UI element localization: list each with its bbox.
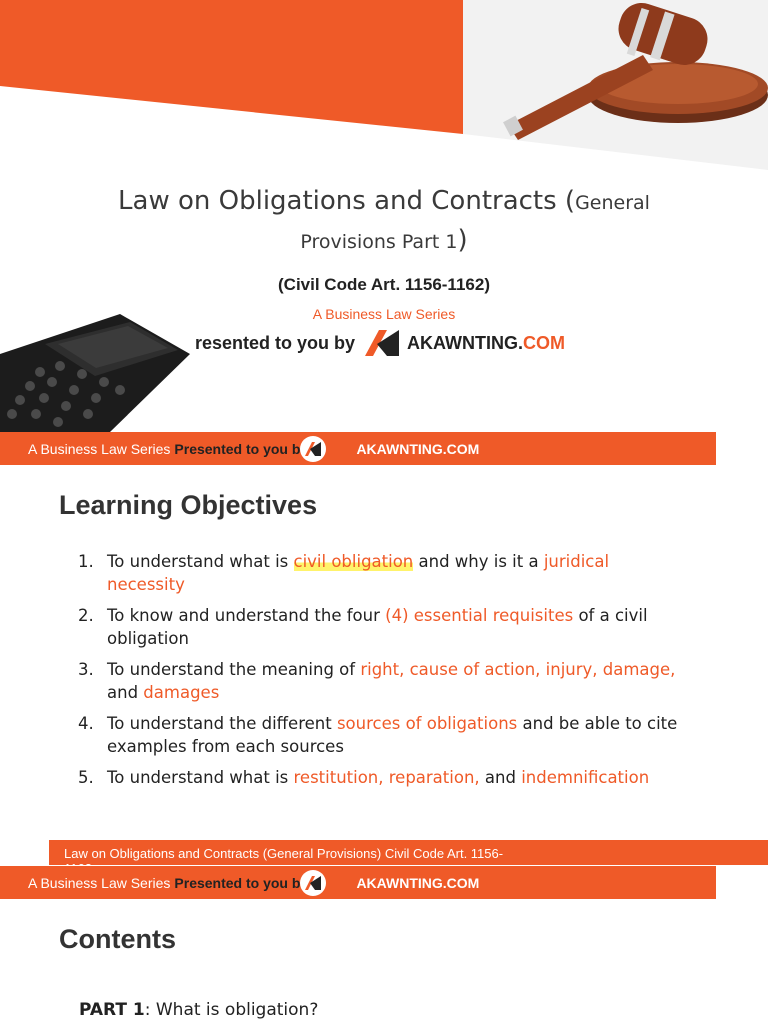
title-small-1: General	[575, 192, 650, 214]
objective-text-part: and	[479, 768, 522, 787]
objective-keyword: right, cause of action, injury, damage,	[360, 660, 676, 679]
slide-bottom-bar	[49, 840, 768, 865]
objective-text	[107, 712, 678, 758]
presented-by	[195, 330, 565, 356]
footer-presented: Presented to you b	[174, 874, 301, 891]
objective-item	[78, 658, 678, 704]
objective-text	[107, 550, 678, 596]
civil-code-subtitle: (Civil Code Art. 1156-1162)	[278, 275, 490, 294]
objective-text	[107, 766, 678, 789]
objective-text-part: and why is it a	[413, 552, 544, 571]
learning-objectives-heading: Learning Objectives	[59, 490, 318, 520]
objective-keyword: sources of obligations	[336, 714, 518, 733]
objectives-list	[78, 550, 678, 797]
footer-series: A Business Law Series	[28, 440, 171, 457]
bottom-bar-text: Law on Obligations and Contracts (General Provisions) Civil Code Art. 1156-	[64, 846, 504, 861]
slide-title	[0, 183, 768, 261]
objective-keyword: juridical necessity	[107, 552, 610, 594]
objective-number: 4.	[78, 714, 94, 733]
objective-text	[107, 604, 678, 650]
brand-name: AKAWNTING.COM	[407, 332, 566, 353]
objective-text-part: and	[107, 683, 144, 702]
objective-text-part: of a civil obligation	[107, 606, 648, 648]
series-label: A Business Law Series	[312, 306, 456, 322]
objective-keyword: damages	[143, 683, 220, 702]
objective-text-part: To understand the meaning of	[107, 660, 361, 679]
title-main: Law on Obligations and Contracts (	[118, 186, 576, 216]
objective-keyword: indemnification	[521, 768, 650, 787]
contents-heading: Contents	[59, 924, 176, 954]
title-small-2: Provisions Part 1	[300, 231, 458, 253]
footer-presented: Presented to you b	[174, 440, 301, 457]
objective-keyword: restitution, reparation,	[293, 768, 480, 787]
objective-highlight: civil obligation	[293, 552, 414, 571]
objective-item	[78, 766, 678, 789]
gavel-image	[458, 0, 768, 170]
objective-keyword: (4) essential requisites	[385, 606, 574, 625]
akawnting-logo-icon	[365, 330, 399, 356]
footer-bar-1	[0, 432, 716, 465]
footer-logo-icon	[300, 870, 326, 896]
footer-bar-2	[0, 866, 716, 899]
footer-series: A Business Law Series	[28, 874, 171, 891]
objective-text	[107, 658, 678, 704]
objective-number: 3.	[78, 660, 94, 679]
objective-item	[78, 550, 678, 596]
objective-text-part: To understand what is	[107, 768, 294, 787]
objective-number: 5.	[78, 768, 94, 787]
objective-text-part: and be able to cite examples from each sources	[107, 714, 678, 756]
title-slide	[0, 0, 768, 432]
objective-text-part: To know and understand the four	[107, 606, 386, 625]
part-label: PART 1	[79, 1000, 145, 1020]
objective-item	[78, 604, 678, 650]
contents-part-1	[79, 1000, 318, 1020]
calculator-image	[0, 314, 190, 432]
part-text: : What is obligation?	[144, 1000, 319, 1020]
objective-number: 1.	[78, 552, 94, 571]
objective-text-part: To understand the different	[107, 714, 337, 733]
footer-brand: AKAWNTING.COM	[356, 440, 480, 457]
presented-text: resented to you by	[195, 332, 356, 353]
footer-logo-icon	[300, 436, 326, 462]
objective-item	[78, 712, 678, 758]
footer-brand: AKAWNTING.COM	[356, 874, 480, 891]
title-close: )	[457, 225, 468, 255]
objective-number: 2.	[78, 606, 94, 625]
objective-text-part: To understand what is	[107, 552, 294, 571]
